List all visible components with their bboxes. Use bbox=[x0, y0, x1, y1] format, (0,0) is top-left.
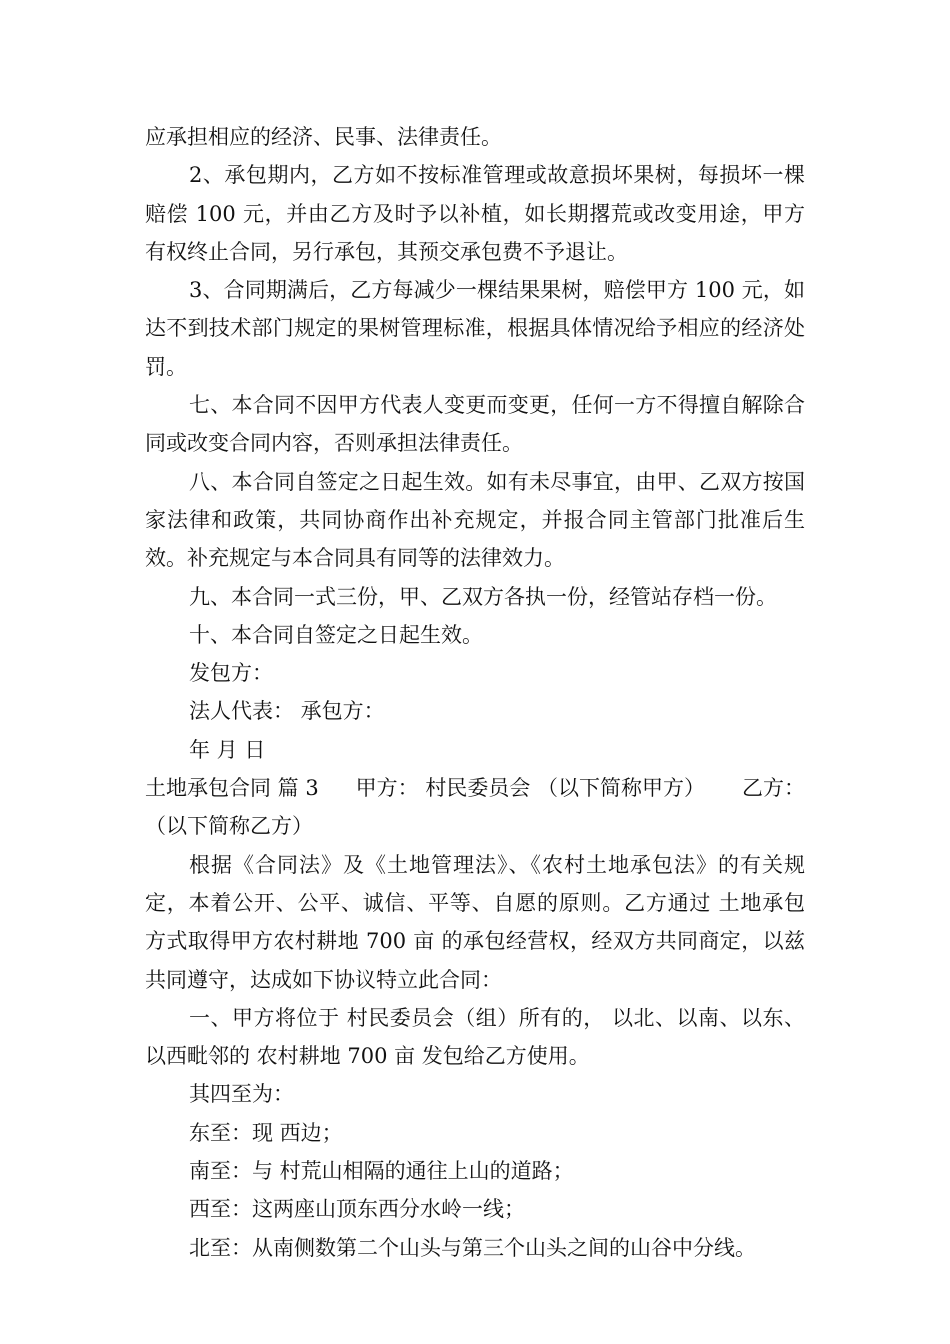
signature-date: 年 月 日 bbox=[189, 737, 266, 762]
paragraph-clause-3: 3、合同期满后，乙方每减少一棵结果果树，赔偿甲方 100 元，如达不到技术部门规定的果树管理标准，根据具体情况给予相应的经济处罚。 bbox=[145, 278, 805, 379]
boundary-south: 南至：与 村荒山相隔的通往上山的道路； bbox=[189, 1159, 574, 1184]
paragraph-clause-2: 2、承包期内，乙方如不按标准管理或故意损坏果树，每损坏一棵赔偿 100 元，并由乙方及时予以补植，如长期撂荒或改变用途，甲方有权终止合同，另行承包，其预交承包费不予退让。 bbox=[145, 163, 805, 264]
signature-representatives: 法人代表： 承包方： bbox=[189, 699, 385, 724]
party-a-line: 甲方： 村民委员会 （以下简称甲方） bbox=[355, 776, 706, 801]
signature-issuer: 发包方： bbox=[189, 661, 273, 686]
party-b-continuation: （以下简称乙方） bbox=[145, 814, 313, 839]
paragraph-article-1: 一、甲方将位于 村民委员会（组）所有的， 以北、以南、以东、以西毗邻的 农村耕地 700 亩 发包给乙方使用。 bbox=[145, 1005, 805, 1069]
paragraph-article-7: 七、本合同不因甲方代表人变更而变更，任何一方不得擅自解除合同或改变合同内容，否则承担法律责任。 bbox=[145, 393, 805, 456]
paragraph-liability-tail: 应承担相应的经济、民事、法律责任。 bbox=[145, 125, 502, 149]
boundary-west: 西至：这两座山顶东西分水岭一线； bbox=[189, 1197, 525, 1222]
paragraph-article-9: 九、本合同一式三份，甲、乙双方各执一份，经管站存档一份。 bbox=[189, 584, 777, 609]
paragraph-article-8: 八、本合同自签定之日起生效。如有未尽事宜，由甲、乙双方按国家法律和政策，共同协商作出补充规定，并报合同主管部门批准后生效。补充规定与本合同具有同等的法律效力。 bbox=[145, 469, 805, 571]
paragraph-preamble: 根据《合同法》及《土地管理法》、《农村土地承包法》的有关规定，本着公开、公平、诚信、平等、自愿的原则。乙方通过 土地承包 方式取得甲方农村耕地 700 亩 的承包经营权，经双方共同商定，以兹共同遵守，达成如下协议特立此合同： bbox=[145, 852, 805, 992]
party-b-label: 乙方： bbox=[741, 776, 805, 801]
boundaries-intro: 其四至为： bbox=[189, 1082, 294, 1107]
section-title: 土地承包合同 篇 3 bbox=[145, 776, 319, 801]
boundary-east: 东至：现 西边； bbox=[189, 1120, 343, 1145]
section-heading bbox=[145, 769, 805, 807]
paragraph-article-10: 十、本合同自签定之日起生效。 bbox=[189, 622, 483, 647]
boundary-north: 北至：从南侧数第二个山头与第三个山头之间的山谷中分线。 bbox=[189, 1235, 756, 1260]
